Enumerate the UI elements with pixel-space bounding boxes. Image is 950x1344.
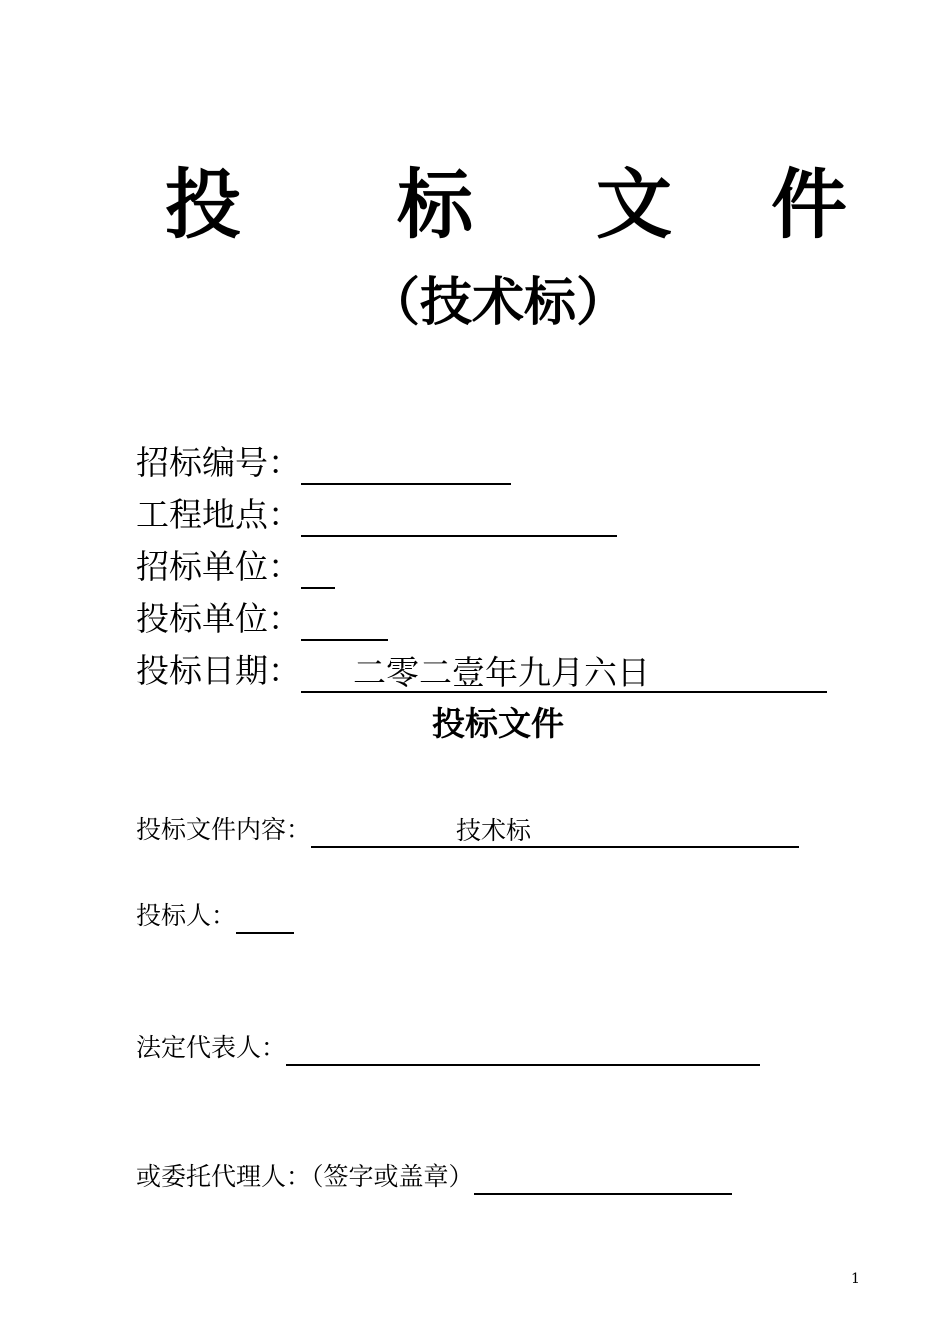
content-line xyxy=(311,816,799,848)
bid-number-blank xyxy=(301,447,511,485)
tender-unit-blank xyxy=(301,551,335,589)
section-title: 投标文件 xyxy=(432,704,564,743)
agent-label: 或委托代理人：（签字或盖章） xyxy=(136,1162,474,1191)
agent-row xyxy=(136,1159,732,1195)
legal-representative-label: 法定代表人： xyxy=(136,1033,287,1062)
project-location-label: 工程地点： xyxy=(136,495,301,534)
bidder-unit-row xyxy=(136,597,388,641)
legal-representative-blank xyxy=(286,1034,760,1066)
document-subtitle: （技术标） xyxy=(367,272,628,333)
bid-date-label: 投标日期： xyxy=(136,651,301,690)
project-location-row xyxy=(136,493,617,537)
tender-unit-label: 招标单位： xyxy=(136,547,301,586)
title-char-1: 投 xyxy=(165,160,241,249)
bid-date-line xyxy=(301,655,827,693)
bidder-unit-blank xyxy=(301,603,388,641)
legal-representative-row xyxy=(136,1030,760,1066)
title-char-3: 文 xyxy=(596,160,672,249)
bidder-blank xyxy=(236,902,294,934)
bid-number-row xyxy=(136,441,511,485)
page-number: 1 xyxy=(851,1271,860,1287)
agent-blank xyxy=(474,1163,732,1195)
bidder-row xyxy=(136,898,294,934)
document-title xyxy=(0,160,950,250)
tender-unit-row xyxy=(136,545,335,589)
content-label: 投标文件内容： xyxy=(136,815,312,844)
bid-number-label: 招标编号： xyxy=(136,443,301,482)
content-value: 技术标 xyxy=(456,816,532,845)
bid-date-row xyxy=(136,649,827,693)
title-char-2: 标 xyxy=(397,160,473,249)
bidder-unit-label: 投标单位： xyxy=(136,599,301,638)
bidder-label: 投标人： xyxy=(136,901,237,930)
project-location-blank xyxy=(301,499,617,537)
title-char-4: 件 xyxy=(771,160,847,249)
bid-date-value: 二零二壹年九月六日 xyxy=(353,653,650,692)
content-row xyxy=(136,812,799,848)
